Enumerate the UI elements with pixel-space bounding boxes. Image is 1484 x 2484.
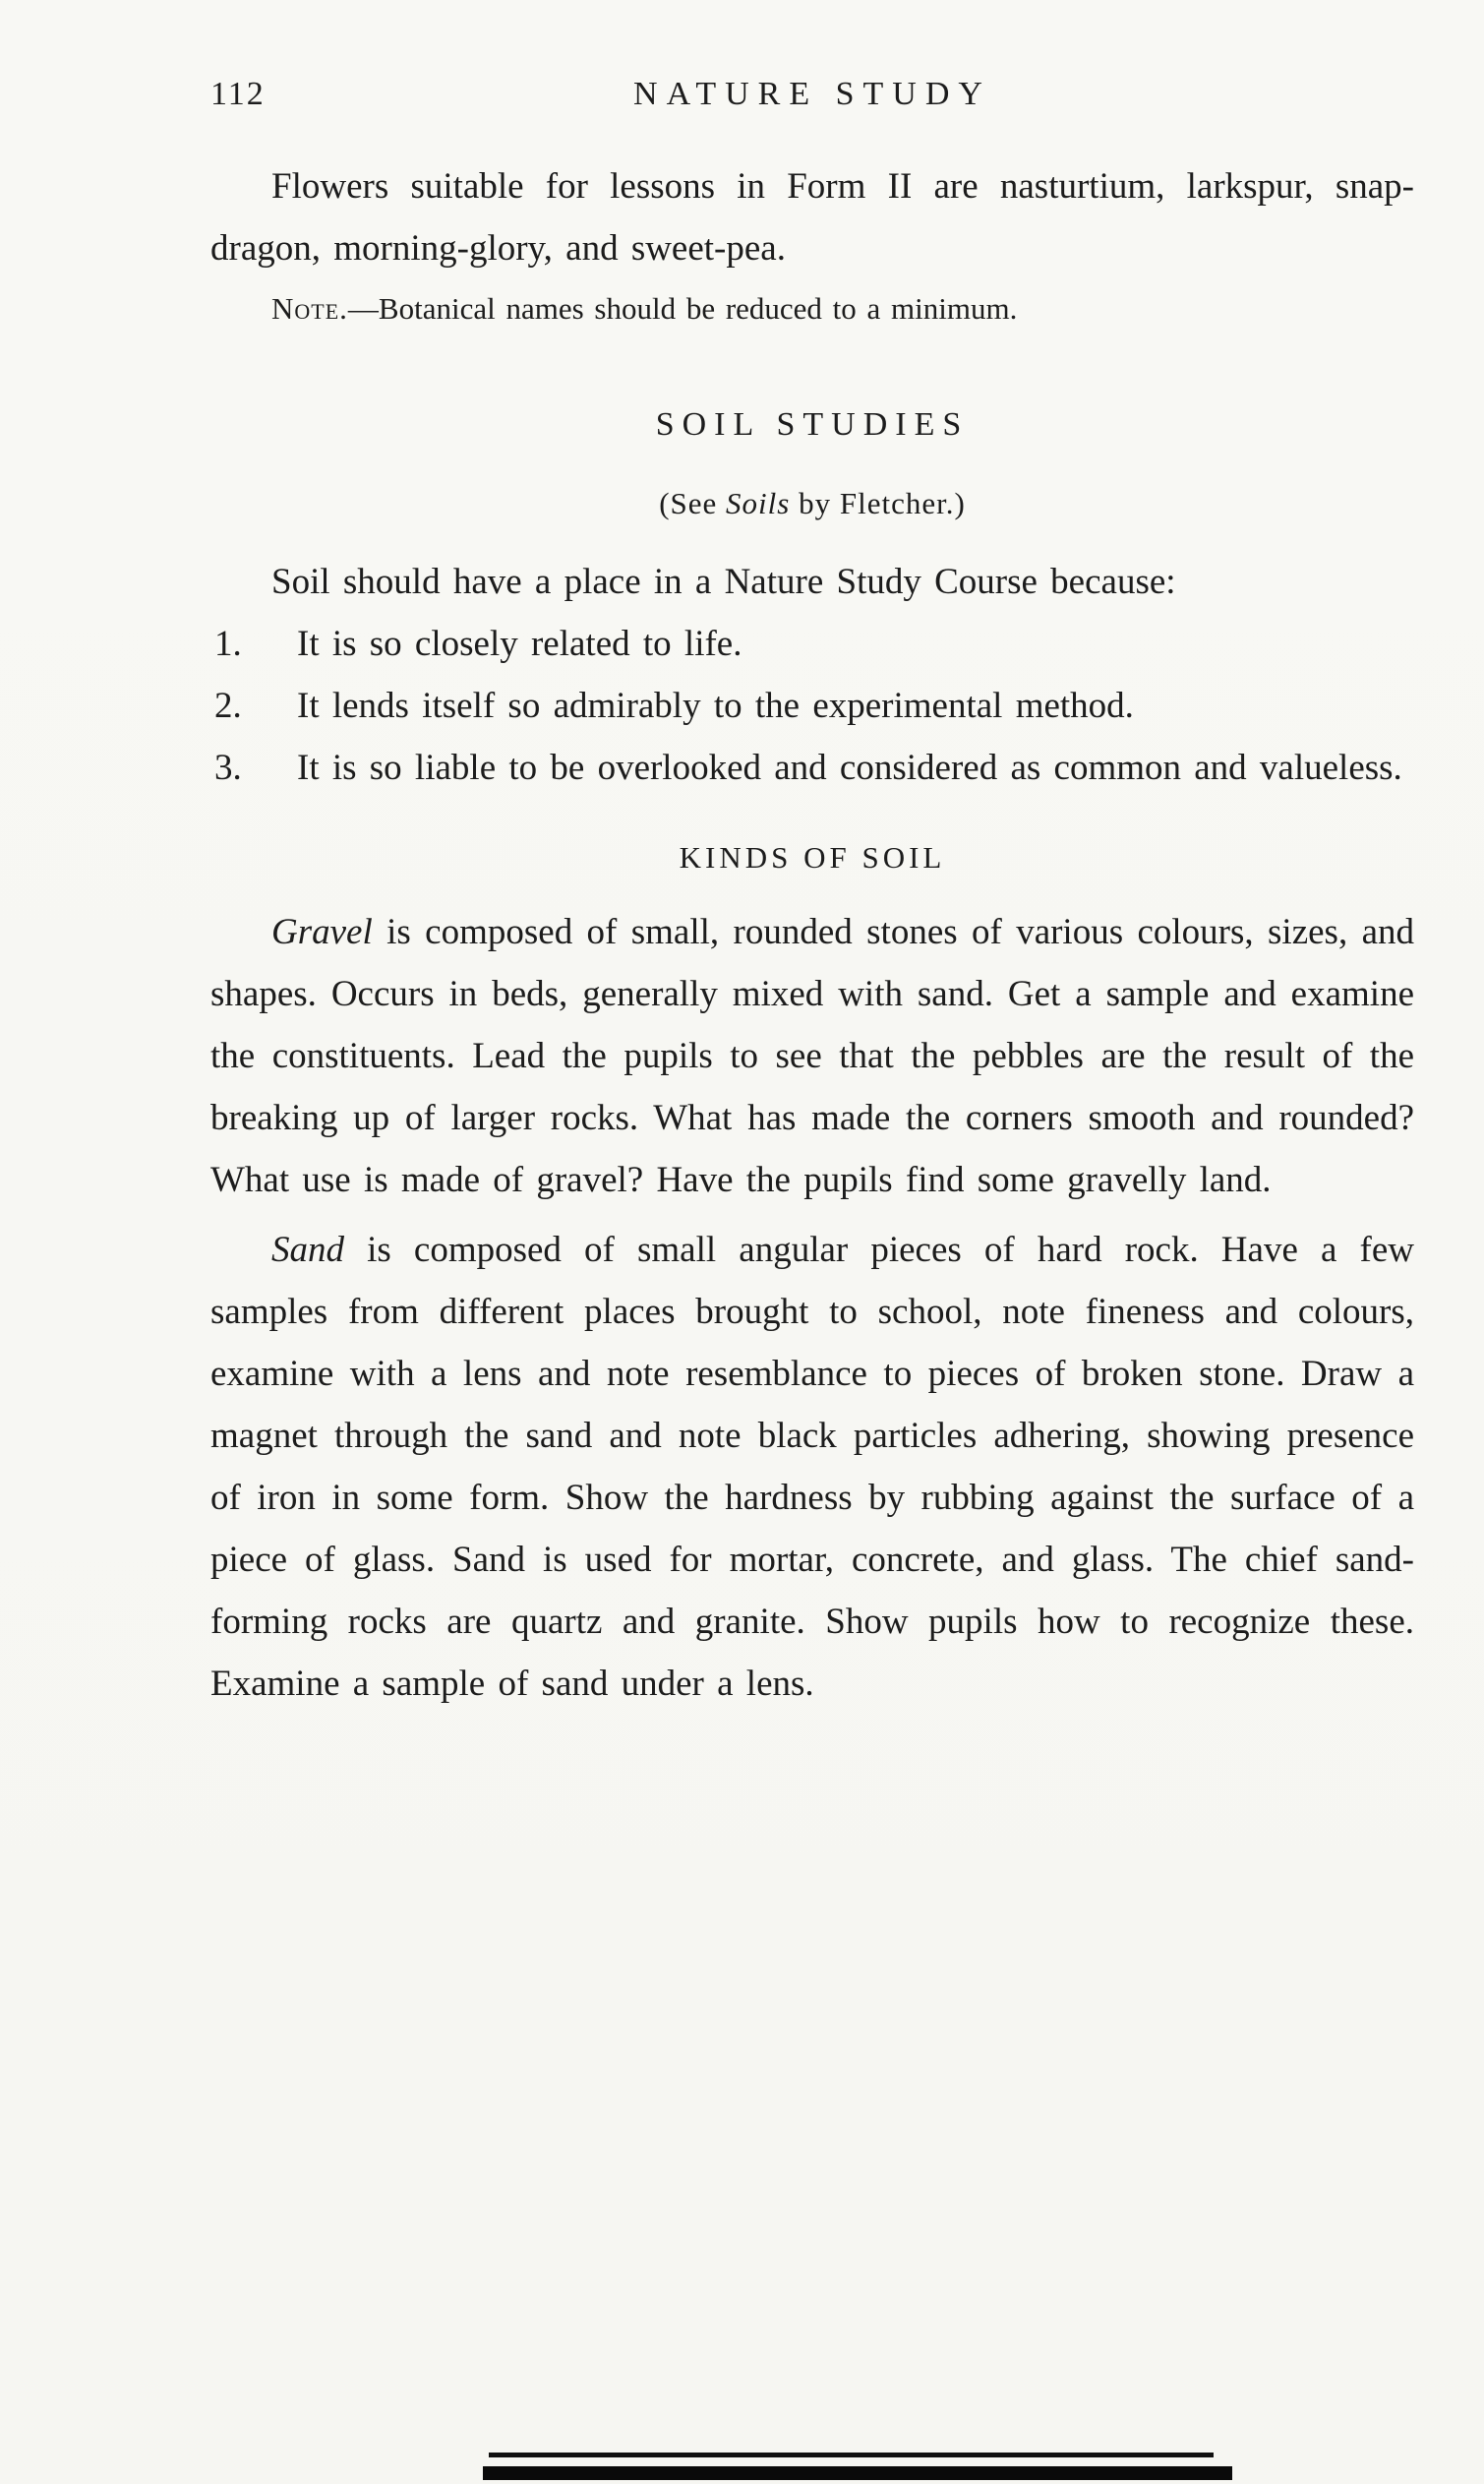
citation-suffix: by Fletcher.) [790,486,966,520]
paragraph-sand [210,1219,1414,1715]
scan-artifact-thin-bar [489,2453,1214,2457]
list-item-number: 2. [214,686,242,726]
soil-reasons-list [210,613,1414,799]
page-content [210,71,1414,1715]
list-item-text: It is so liable to be overlooked and considered as common and valueless. [297,748,1402,788]
list-item [210,737,1414,799]
citation-title-italic: Soils [726,486,791,520]
page-number: 112 [210,76,266,112]
sand-text: is composed of small angular pieces of hard rock. Have a few samples from different places brought to school, note fineness and colours, examine with a lens and note resemblance to pieces of broken stone. Draw a magnet through the sand and note black particles adhering, showing presence of iron in some form. Show the hardness by rubbing against the surface of a piece of glass. Sand is used for mortar, concrete, and glass. The chief sand-forming rocks are quartz and granite. Show pupils how to recognize these. Examine a sample of sand under a lens. [210,1230,1414,1704]
note-label: Note. [271,291,348,326]
running-header-title: NATURE STUDY [633,76,991,112]
sand-lead-italic: Sand [271,1230,344,1270]
intro-paragraph: Flowers suitable for lessons in Form II are nasturtium, larkspur, snap-dragon, morning-glory, and sweet-pea. [210,166,1414,269]
list-item [210,675,1414,737]
list-item-number: 3. [214,748,242,788]
running-header [210,71,1414,118]
list-item-text: It lends itself so admirably to the experimental method. [297,686,1134,726]
subheading-citation [210,484,1414,523]
gravel-lead-italic: Gravel [271,912,373,952]
note-line [210,279,1414,338]
section-heading-soil-studies: SOIL STUDIES [655,406,970,443]
list-item-text: It is so closely related to life. [297,624,742,664]
paragraph-gravel [210,901,1414,1211]
section-heading-kinds-of-soil: KINDS OF SOIL [679,840,946,875]
list-item [210,613,1414,675]
note-text: —Botanical names should be reduced to a minimum. [347,291,1018,326]
scan-artifact-thick-bar [483,2466,1232,2480]
soil-lead-paragraph: Soil should have a place in a Nature Study Course because: [271,562,1176,602]
list-item-number: 1. [214,624,242,664]
gravel-text: is composed of small, rounded stones of various colours, sizes, and shapes. Occurs in beds, generally mixed with sand. Get a sample and examine the constituents. Lead the pupils to see that the pebbles are the result of the breaking up of larger rocks. What has made the corners smooth and rounded? What use is made of gravel? Have the pupils find some gravelly land. [210,912,1414,1200]
citation-prefix: (See [659,486,727,520]
